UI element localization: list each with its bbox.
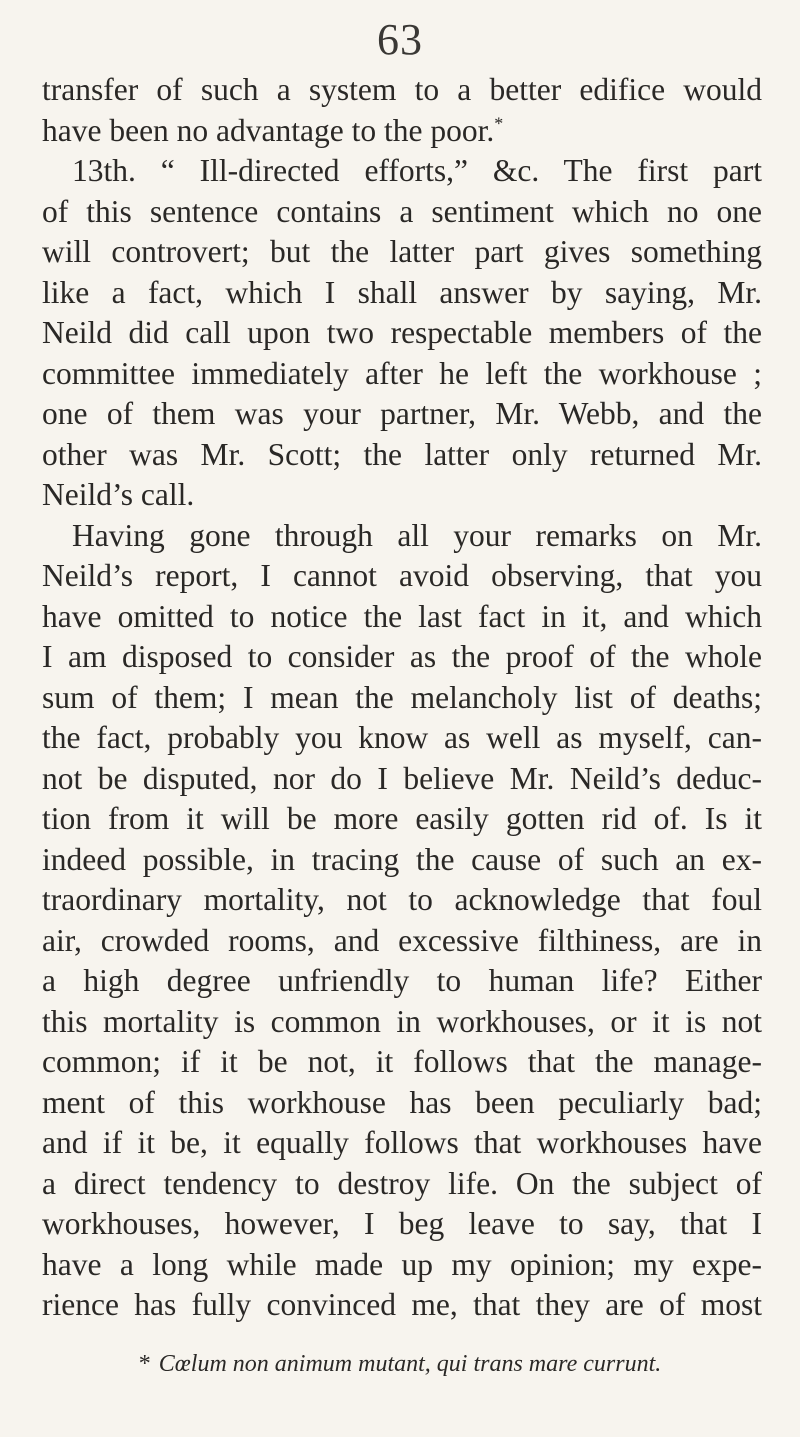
text-line: have a long while made up my opinion; my expe- xyxy=(42,1246,762,1282)
text-line: sum of them; I mean the melancholy list of deaths; xyxy=(42,679,762,715)
footnote-marker: * xyxy=(138,1351,151,1377)
text-line: workhouses, however, I beg leave to say, that I xyxy=(42,1206,762,1241)
text-line: ment of this workhouse has been peculiarly bad; xyxy=(42,1084,762,1120)
footnote xyxy=(0,1351,800,1378)
text-line: 13th. “ Ill-directed efforts,” &c. The first part xyxy=(72,153,762,188)
text-line: will controvert; but the latter part gives something xyxy=(42,234,762,269)
text-line: a high degree unfriendly to human life? Either xyxy=(42,963,762,998)
text-line-with-footnote-ref xyxy=(42,111,762,152)
body-text xyxy=(42,70,762,1326)
text-line: indeed possible, in tracing the cause of such an ex- xyxy=(42,841,762,877)
text-line: and if it be, it equally follows that workhouses have xyxy=(42,1125,762,1160)
text-line: transfer of such a system to a better edifice would xyxy=(42,72,762,107)
text-line: I am disposed to consider as the proof of the whole xyxy=(42,639,762,674)
text-line: like a fact, which I shall answer by saying, Mr. xyxy=(42,274,762,310)
text-line: a direct tendency to destroy life. On the subject of xyxy=(42,1165,762,1201)
text-line: Neild’s report, I cannot avoid observing, that you xyxy=(42,558,762,593)
text-line: the fact, probably you know as well as myself, can- xyxy=(42,720,762,755)
text-line: not be disputed, nor do I believe Mr. Neild’s deduc- xyxy=(42,760,762,796)
text-line: of this sentence contains a sentiment which no one xyxy=(42,193,762,229)
text-line: Having gone through all your remarks on Mr. xyxy=(72,517,762,553)
page-number: 63 xyxy=(377,15,423,64)
text-line: other was Mr. Scott; the latter only returned Mr. xyxy=(42,436,762,472)
text-line: rience has fully convinced me, that they are of most xyxy=(42,1287,762,1322)
text-line: committee immediately after he left the workhouse ; xyxy=(42,355,762,391)
text-line: common; if it be not, it follows that the manage- xyxy=(42,1044,762,1079)
text-line: traordinary mortality, not to acknowledge that foul xyxy=(42,882,762,917)
footnote-text: Cœlum non animum mutant, qui trans mare currunt. xyxy=(158,1351,662,1377)
text-line: Neild did call upon two respectable members of the xyxy=(42,315,762,350)
text-line: air, crowded rooms, and excessive filthiness, are in xyxy=(42,922,762,958)
text-line-content: have been no advantage to the poor. xyxy=(42,112,495,148)
footnote-reference: * xyxy=(494,113,504,133)
text-line: one of them was your partner, Mr. Webb, and the xyxy=(42,396,762,431)
text-line: this mortality is common in workhouses, or it is not xyxy=(42,1003,762,1039)
text-line: Neild’s call. xyxy=(42,477,195,512)
text-line: have omitted to notice the last fact in it, and which xyxy=(42,598,762,634)
text-line: tion from it will be more easily gotten rid of. Is it xyxy=(42,801,762,836)
